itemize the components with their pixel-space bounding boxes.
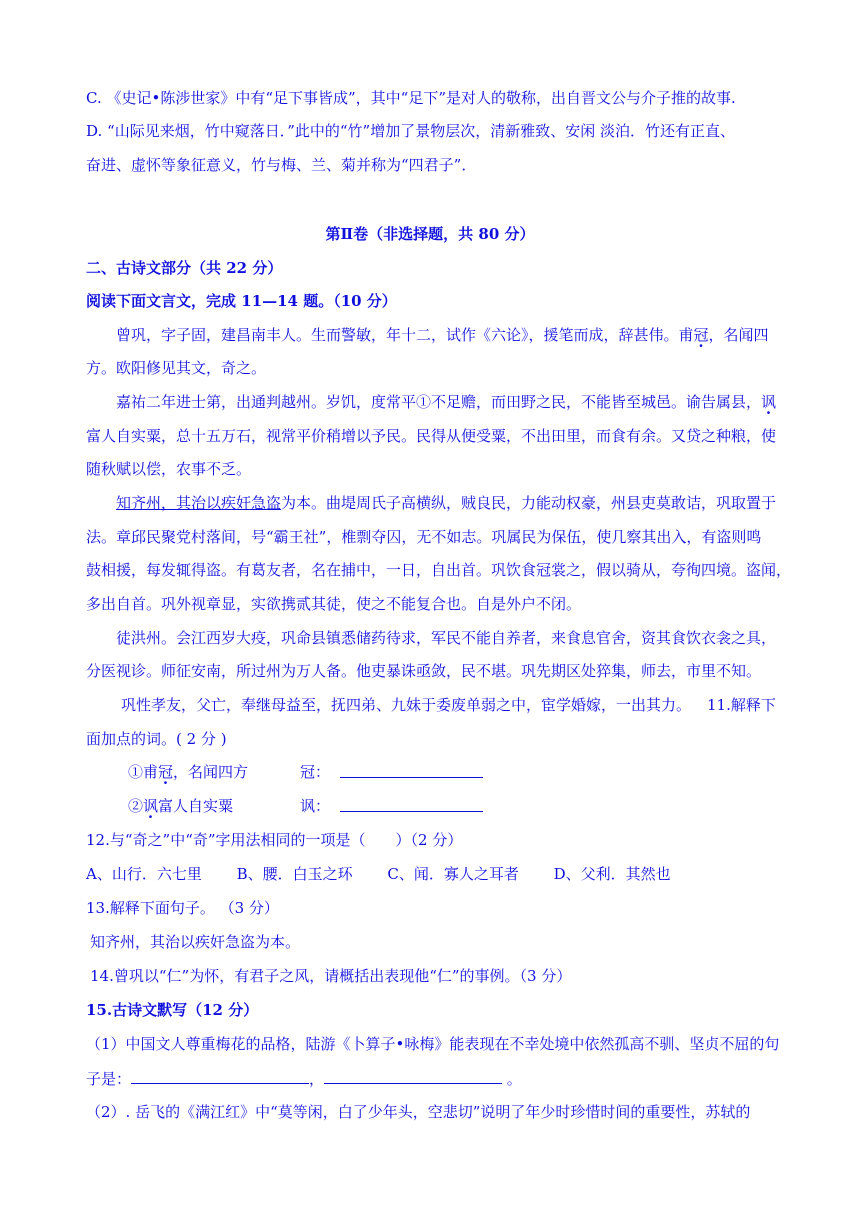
dotted-word: 冠 [158, 763, 174, 781]
passage-p1-line1 [116, 325, 769, 345]
text-span: 。 [502, 1070, 522, 1088]
dotted-word: 冠 [693, 326, 709, 344]
q12-choices: A、山行．六七里 B、腰．白玉之环 C、闻．寡人之耳者 D、父利．其然也 [86, 865, 671, 883]
underlined-sentence: 知齐州，其治以疾奸急盗 [116, 494, 282, 512]
text-span: 曾巩，字子固，建昌南丰人。生而警敏，年十二，试作《六论》，援笔而成，辞甚伟。甫 [116, 326, 694, 344]
text-span: 嘉祐二年进士第，出通判越州。岁饥，度常平①不足赡，而田野之民，不能皆至城邑。谕告属县， [116, 393, 762, 411]
section2-title: 二、古诗文部分（共 22 分） [86, 259, 283, 277]
text-span: ② [128, 797, 144, 815]
passage-p4-line2: 分医视诊。师征安南，所过州为万人备。他吏暴诛亟敛，民不堪。巩先期区处猝集，师去，市里不知。 [86, 662, 762, 680]
answer-blank-1[interactable] [131, 1068, 309, 1084]
text-span: 巩性孝友，父亡，奉继母益至，抚四弟、九妹于委废单弱之中，宦学婚嫁，一出其力。 [121, 696, 692, 714]
q13-sentence: 知齐州，其治以疾奸急盗为本。 [90, 933, 301, 951]
q11-item1-answer-blank[interactable] [340, 762, 483, 783]
passage-p4-line1: 徒洪州。会江西岁大疫，巩命县镇悉储药待求，军民不能自养者，来食息官舍，资其食饮衣衾之具， [116, 629, 777, 647]
answer-line[interactable] [340, 796, 483, 812]
q11-item1-key: 冠： [300, 763, 331, 781]
q11-item1 [128, 762, 248, 782]
reading-title: 阅读下面文言文，完成 11—14 题。（10 分） [86, 292, 397, 310]
passage-p2-line2: 富人自实粟，总十五万石，视常平价稍增以予民。民得从便受粟，不出田里，而食有余。又贷之种粮，使 [86, 427, 777, 445]
text-span: ①甫 [128, 763, 159, 781]
q12-stem: 12.与“奇之”中“奇”字用法相同的一项是（ ）（2 分） [86, 831, 463, 849]
q11-item2-answer-blank[interactable] [340, 796, 483, 817]
q14-stem: 14.曾巩以“仁”为怀，有君子之风，请概括出表现他“仁”的事例。（3 分） [90, 967, 572, 985]
q13-stem: 13.解释下面句子。 （3 分） [86, 899, 279, 917]
q15-title: 15.古诗文默写（12 分） [86, 1001, 259, 1019]
text-span: ，名闻四 [708, 326, 769, 344]
passage-p3-line2: 法。章邱民聚党村落间，号“霸王社”，椎剽夺囚，无不如志。巩属民为保伍，使几察其出入，有盗则鸣 [86, 528, 762, 546]
text-span: ， [309, 1070, 325, 1088]
answer-blank-2[interactable] [324, 1068, 502, 1084]
q11-label: 11.解释下 [707, 696, 776, 714]
passage-p1-line2: 方。欧阳修见其文，奇之。 [86, 359, 267, 377]
volume-title: 第Ⅱ卷（非选择题，共 80 分） [325, 225, 535, 243]
answer-line[interactable] [340, 762, 483, 778]
q11-item2 [128, 796, 233, 816]
q15-part1-line1: （1）中国文人尊重梅花的品格，陆游《卜算子•咏梅》能表现在不幸处境中依然孤高不驯、坚贞不屈的句 [86, 1035, 780, 1053]
passage-p3-line4: 多出自首。巩外视章显，实欲携贰其徒，使之不能复合也。自是外户不闭。 [86, 595, 582, 613]
q15-part2-line1: （2）. 岳飞的《满江红》中“莫等闲，白了少年头，空悲切”说明了年少时珍惜时间的重要性，苏轼的 [86, 1103, 751, 1121]
text-span: ，名闻四方 [173, 763, 249, 781]
passage-p2-line3: 随秋赋以偿，农事不乏。 [86, 460, 252, 478]
text-span: 子是： [86, 1070, 132, 1088]
passage-p3-line3: 鼓相援，每发辄得盗。有葛友者，名在捕中，一日，自出首。巩饮食冠裳之，假以骑从，夸徇四境。盗闻， [86, 561, 792, 579]
passage-p3-line1 [116, 493, 776, 513]
text-span: 为本。曲堤周氏子高横纵，贼良民，力能动权豪，州县吏莫敢诘，巩取置于 [281, 494, 777, 512]
option-d-line1: D. “山际见来烟，竹中窥落日．”此中的“竹”增加了景物层次，清新雅致、安闲 淡泊．竹还有正直、 [86, 122, 735, 140]
text-span: 富人自实粟 [158, 797, 234, 815]
passage-p2-line1 [116, 392, 776, 412]
dotted-word: 讽 [143, 797, 159, 815]
option-d-line2: 奋进、虚怀等象征意义，竹与梅、兰、菊并称为“四君子”． [86, 156, 477, 174]
passage-p5-line1 [121, 695, 776, 715]
q11-item2-key: 讽： [300, 797, 331, 815]
dotted-word: 讽 [761, 393, 777, 411]
option-c: C. 《史记•陈涉世家》中有“足下事皆成”，其中“足下”是对人的敬称，出自晋文公与介子推的故事. [86, 89, 736, 107]
q15-part1-line2 [86, 1068, 522, 1089]
q11-stem: 面加点的词。( 2 分 ) [86, 730, 227, 748]
